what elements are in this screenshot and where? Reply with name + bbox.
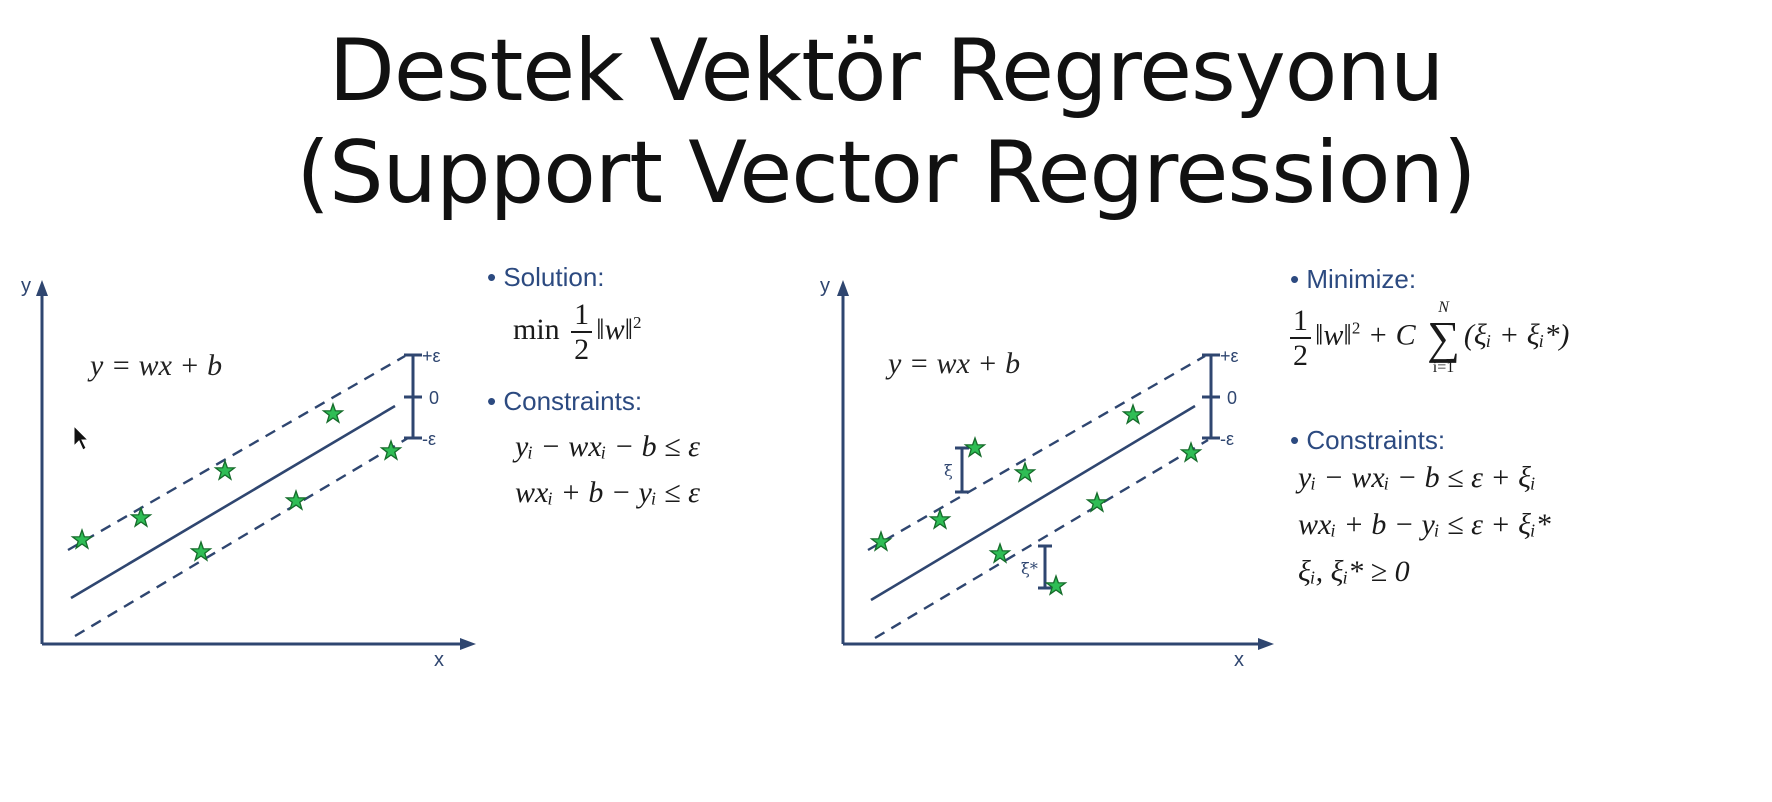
min-operator: min — [513, 312, 560, 346]
constraint-2-right — [1298, 510, 1551, 540]
sum-lower-limit: i=1 — [1432, 358, 1455, 376]
one-half-fraction — [1290, 304, 1311, 372]
slide-title-turkish: Destek Vektör Regresyonu — [328, 21, 1444, 121]
plus-epsilon-label: +ε — [422, 346, 441, 366]
slide-title-english: (Support Vector Regression) — [296, 123, 1476, 223]
data-point-star — [286, 491, 305, 509]
x-axis-label: x — [434, 649, 444, 671]
constraint-1-right — [1298, 463, 1536, 493]
data-point-star — [1123, 405, 1142, 423]
x-axis-label: x — [1234, 649, 1244, 671]
zero-label: 0 — [429, 388, 440, 408]
constraint-text: yᵢ − wxᵢ − b ≤ ε — [515, 430, 700, 463]
constraint-text: ξᵢ, ξᵢ* ≥ 0 — [1298, 555, 1410, 588]
sum-upper-limit: N — [1438, 299, 1449, 316]
constraint-text: yᵢ − wxᵢ − b ≤ ε + ξᵢ — [1298, 461, 1536, 494]
fraction-numerator: 1 — [571, 298, 592, 333]
minimize-heading: • Minimize: — [1290, 264, 1417, 294]
constraints-heading-right: • Constraints: — [1290, 425, 1446, 455]
upper-epsilon-boundary — [68, 356, 405, 550]
lower-epsilon-boundary — [75, 438, 408, 636]
y-axis-label: y — [820, 280, 830, 297]
data-point-star — [381, 441, 400, 459]
epsilon-bracket — [404, 355, 422, 438]
left-svr-diagram — [0, 280, 520, 700]
data-points — [72, 404, 400, 560]
regression-line — [71, 406, 395, 598]
right-svr-diagram — [800, 280, 1280, 700]
constraint-upper-left — [515, 432, 700, 462]
constraint-3-right — [1298, 557, 1410, 587]
fraction-denominator: 2 — [1293, 338, 1308, 372]
slack-xi-star-bracket — [1038, 546, 1052, 588]
minus-epsilon-label: -ε — [422, 429, 437, 449]
w-norm: ‖w‖ — [1315, 318, 1352, 352]
plus-c-term: + C — [1367, 318, 1416, 352]
fraction-denominator: 2 — [574, 333, 590, 366]
y-axis-arrow — [36, 280, 48, 296]
epsilon-bracket — [1202, 355, 1220, 438]
minus-epsilon-label: -ε — [1220, 429, 1235, 449]
solution-formula — [513, 298, 642, 366]
data-point-star — [1046, 576, 1065, 594]
constraints-heading-left: • Constraints: — [487, 386, 643, 416]
sum-body: (ξᵢ + ξᵢ*) — [1463, 318, 1570, 352]
regression-equation: y = wx + b — [90, 349, 223, 382]
data-point-star — [965, 438, 984, 456]
fraction-numerator: 1 — [1290, 304, 1311, 339]
mouse-cursor-icon — [74, 426, 88, 450]
x-axis-arrow — [460, 638, 476, 650]
slack-xi-label: ξ — [944, 461, 953, 480]
data-point-star — [323, 404, 342, 422]
data-point-star — [930, 510, 949, 528]
constraint-text: wxᵢ + b − yᵢ ≤ ε — [515, 476, 700, 509]
norm-exponent: 2 — [1351, 318, 1361, 338]
slack-xi-star-label: ξ* — [1021, 559, 1038, 578]
data-point-star — [1181, 443, 1200, 461]
regression-equation: y = wx + b — [888, 347, 1021, 380]
slack-xi-bracket — [955, 448, 969, 492]
zero-label: 0 — [1227, 388, 1238, 408]
data-point-star — [1087, 493, 1106, 511]
sigma-symbol: ∑ — [1427, 312, 1460, 363]
data-point-star — [1015, 463, 1034, 481]
objective-formula — [1290, 300, 1569, 376]
upper-epsilon-boundary — [868, 356, 1205, 550]
x-axis-arrow — [1258, 638, 1274, 650]
y-axis-arrow — [837, 280, 849, 296]
one-half-fraction — [571, 298, 592, 366]
constraint-lower-left — [515, 478, 700, 508]
solution-heading: • Solution: — [487, 262, 605, 292]
constraint-text: wxᵢ + b − yᵢ ≤ ε + ξᵢ* — [1298, 508, 1551, 541]
w-norm: ‖w‖ — [596, 312, 634, 346]
norm-exponent: 2 — [633, 312, 642, 332]
y-axis-label: y — [21, 280, 31, 297]
plus-epsilon-label: +ε — [1220, 346, 1239, 366]
lower-epsilon-boundary — [875, 440, 1208, 638]
summation-operator — [1427, 300, 1460, 376]
